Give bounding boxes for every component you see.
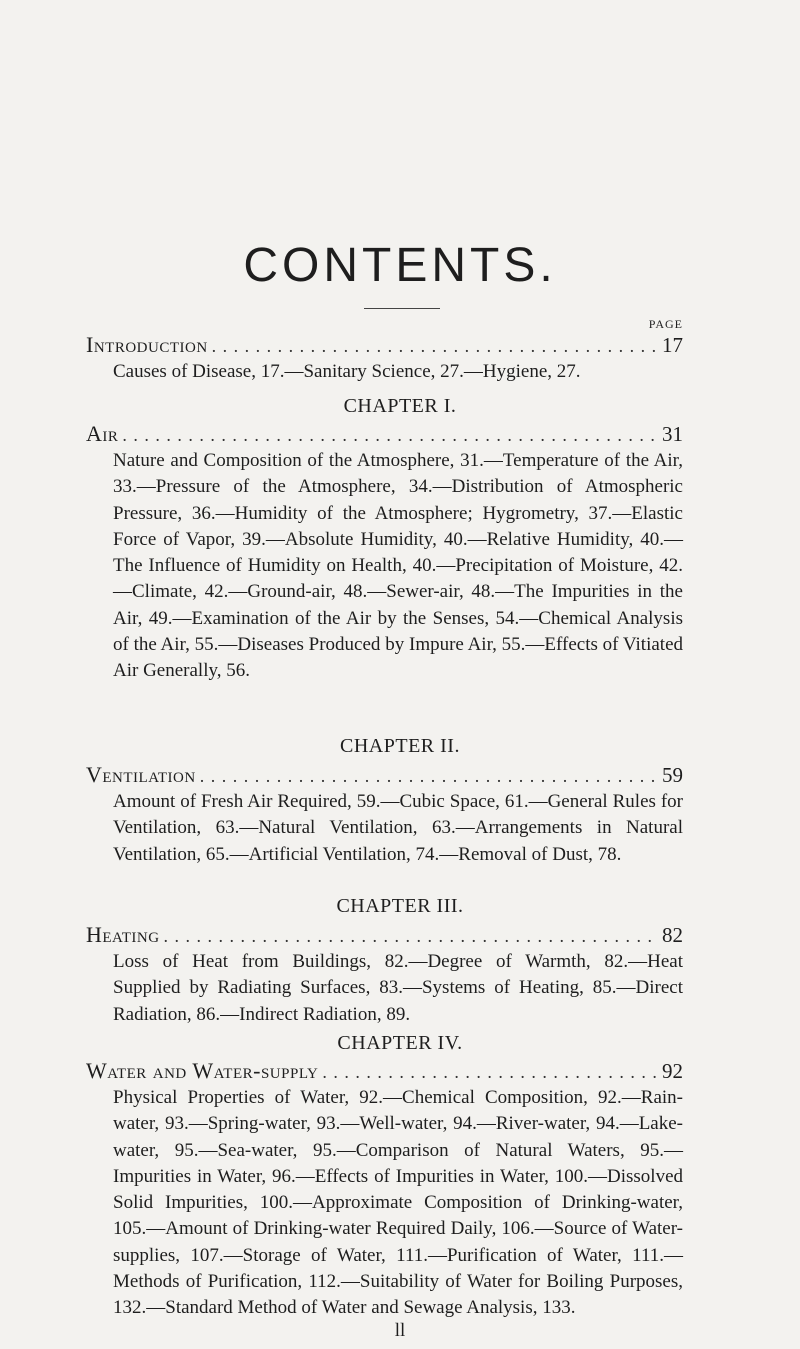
- toc-entry-water: [86, 1058, 683, 1322]
- chapter-heading-4: CHAPTER IV.: [337, 1032, 463, 1054]
- entry-summary: Amount of Fresh Air Required, 59.—Cubic Space, 61.—General Rules for Ventilation, 63.—Natural Ventilation, 63.—Arrangements in Natural Ventilation, 65.—Artificial Ventilation, 74.—Removal of Dust, 78.: [113, 791, 683, 865]
- entry-summary: Causes of Disease, 17.—Sanitary Science, 27.—Hygiene, 27.: [113, 361, 581, 382]
- leader-dots: [212, 333, 658, 359]
- page-title: CONTENTS.: [243, 239, 557, 292]
- chapter-heading-1: CHAPTER I.: [343, 395, 457, 417]
- entry-label: Heating: [86, 922, 160, 947]
- page-column-heading: PAGE: [648, 317, 683, 331]
- entry-page-number: 92: [662, 1059, 683, 1083]
- entry-label: Air: [86, 421, 119, 446]
- entry-page-number: 17: [662, 333, 683, 357]
- toc-entry-introduction: [86, 332, 683, 385]
- leader-dots: [200, 763, 658, 789]
- toc-entry-heating: [86, 922, 683, 1028]
- entry-label: Introduction: [86, 332, 208, 357]
- leader-dots: [122, 422, 658, 448]
- entry-label: Ventilation: [86, 762, 196, 787]
- toc-entry-ventilation: [86, 762, 683, 868]
- entry-summary: Nature and Composition of the Atmosphere, 31.—Temperature of the Air, 33.—Pressure of the Atmosphere, 34.—Distribution of Atmospheric Pressure, 36.—Humidity of the Atmosphere; Hygrometry, 37.—Elastic Force of Vapor, 39.—Absolute Humidity, 40.—Relative Humidity, 40.—The Influence of Humidity on Health, 40.—Precipitation of Moisture, 42.—Climate, 42.—Ground-air, 48.—Sewer-air, 48.—The Impurities in the Air, 49.—Examination of the Air by the Senses, 54.—Chemical Analysis of the Air, 55.—Diseases Produced by Impure Air, 55.—Effects of Vitiated Air Generally, 56.: [113, 450, 683, 682]
- entry-page-number: 82: [662, 923, 683, 947]
- entry-label: Water and Water-supply: [86, 1058, 319, 1083]
- entry-page-number: 31: [662, 422, 683, 446]
- leader-dots: [322, 1059, 658, 1085]
- page-number-footer: ll: [394, 1320, 406, 1341]
- entry-page-number: 59: [662, 763, 683, 787]
- entry-summary: Loss of Heat from Buildings, 82.—Degree of Warmth, 82.—Heat Supplied by Radiating Surfaces, 83.—Systems of Heating, 85.—Direct Radiation, 86.—Indirect Radiation, 89.: [113, 951, 683, 1025]
- chapter-heading-2: CHAPTER II.: [340, 735, 460, 757]
- leader-dots: [164, 923, 658, 949]
- entry-summary: Physical Properties of Water, 92.—Chemical Composition, 92.—Rain-water, 93.—Spring-water, 93.—Well-water, 94.—River-water, 94.—Lake-water, 95.—Sea-water, 95.—Comparison of Natural Waters, 95.—Impurities in Water, 96.—Effects of Impurities in Water, 100.—Dissolved Solid Impurities, 100.—Approximate Composition of Drinking-water, 105.—Amount of Drinking-water Required Daily, 106.—Source of Water-supplies, 107.—Storage of Water, 111.—Purification of Water, 111.—Methods of Purification, 112.—Suitability of Water for Boiling Purposes, 132.—Standard Method of Water and Sewage Analysis, 133.: [113, 1087, 683, 1319]
- title-rule: [364, 308, 440, 309]
- chapter-heading-3: CHAPTER III.: [336, 895, 464, 917]
- toc-entry-air: [86, 421, 683, 685]
